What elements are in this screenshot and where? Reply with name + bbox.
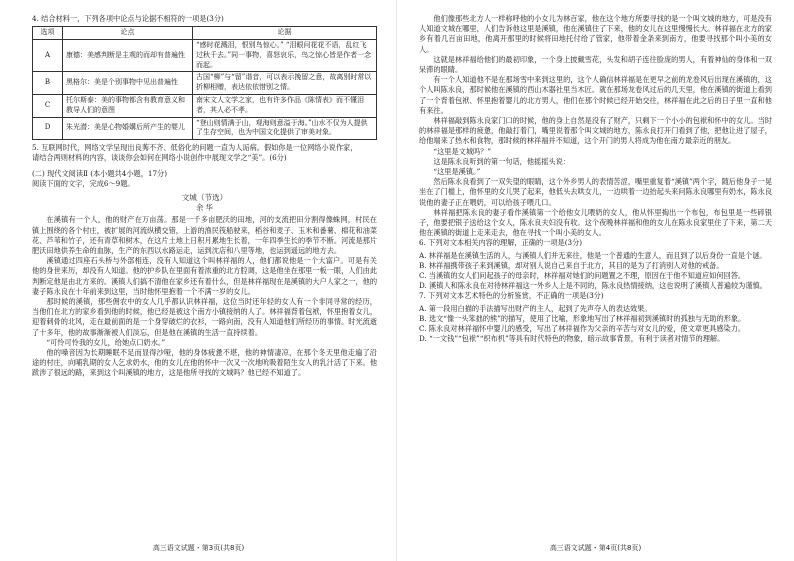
question-7-title: 7. 下列对文本艺术特色的分析鉴赏，不正确的一项是(3分) (419, 291, 604, 301)
question-6-option-d: D. 溪镇人和陈永良在对待林祥福这一外乡人上是不同的，陈永良热情接纳，这也说明了溪镇人普遍较为谨慎。 (419, 281, 767, 291)
table-cell-point: 托尔斯泰：美的事物都含有教育意义和教导人们的意图 (63, 94, 193, 117)
article-paragraph: 在溪镇有一个人，他的财产在万亩荡。那是一千多亩肥沃的田地，河的支流把田分割得像蛛网，村民在镇上围绕的各个村庄，被扩展的河流纵横交错，上游的渔民筏船驶来，稻谷和麦子、玉米和番薯、棉花和油菜花、芦苇和竹子，还有青草和树木，在这片土地上日积月累地生长着，一年四季生长的季节不断。河流是那片肥沃田地供养生命的血脉，生产的东西以水路运走，运到沈店和八里等地，也运到遥远的地方去。 (32, 215, 378, 255)
table-cell-evidence: “感时花溅泪，恨别鸟惊心。” “泪眼问花花不语，乱红飞过秋千去。”同一事物，喜怒哀乐，鸟之惊心皆是作者一念而起。 (193, 40, 377, 72)
table-header-point: 论点 (63, 27, 193, 40)
article-title: 文城（节选） (181, 192, 228, 202)
table-row (33, 94, 377, 117)
section-instruction: 阅读下面的文字，完成6～9题。 (32, 178, 135, 188)
article-quote: “可怜可怜我的女儿，给她点口奶水。” (46, 337, 166, 347)
article-quote: “这里是溪镇。” (433, 167, 481, 177)
page-footer: 高三语文试题・第3页(共8页) (152, 543, 245, 552)
article-paragraph: 林祥福把陈永良的妻子看作溪镇第一个给他女儿喂奶的女人，他从怀里掏出一个布包，布包里是一些碎银子，他要把银子送给这个女人，陈永良夫妇没有收。这个夜晚林祥福和他的女儿在陈永良家里住了下来，第二天他在溪镇的街道上走来走去，他在寻找一个叫小美的女人。 (419, 207, 772, 238)
article-paragraph: 有一个人知道他不是在那场雪中来到这里的，这个人确信林祥福是在更早之前的龙卷风后出现在溪镇的，这个人叫陈永良，那时候他在溪镇的西山木器社里当木匠。就在那场龙卷风过后的几天里，他在溪镇的街道上看到了一个背着包袱、怀里抱着婴儿的北方男人，他们在那个时候已经开始交往，林祥福在此之后的日子里一直和他有来往。 (419, 75, 772, 115)
table-cell-evidence: 南宋文人文学之家，也有许多作品《陈情表》而不懂泪者，其人必不孝。 (193, 94, 377, 117)
article-quote: “这里是文城吗？” (433, 146, 492, 156)
page-footer: 高三语文试题・第4页(共8页) (549, 543, 642, 552)
article-paragraph: 那时候的溪镇，那些佣农中的女人几乎都认识林祥福，这位当时还年轻的女人有一个非同寻常的经历，当他们在北方的家乡看到他的时候，他已经是被这个南方小镇接纳的人了。林祥福背着包袱，怀里抱着女儿，迎着刺骨的北风，走在最前面的是一个身穿破烂的衣衫，一路向南，没有人知道他们所经历的事情。时光流逝了十多年，他的故事渐渐被人们淡忘，但是他在溪镇的生活一直持续着。 (32, 297, 378, 337)
table-header-row (33, 27, 377, 40)
table-header-option: 选项 (33, 27, 63, 40)
table-row (33, 72, 377, 95)
question-6-title: 6. 下列对文本相关内容的理解，正确的一项是(3分) (419, 238, 583, 248)
table-cell-option: C (33, 94, 63, 117)
article-paragraph: 林祥福敲到陈永良家门口的时候，他的身上自然是没有了财产，只剩下一个小小的包袱和怀中的女儿。当时的林祥福是那样的疲惫，他敲打着门，嘴里说着那个叫文城的地方，陈永良打开门看到了他，把他让进了屋子，给他端来了热水和食物，那时候的林祥福并不知道，这个开门的男人将成为他在南方最亲近的朋友。 (419, 116, 772, 146)
question-4-table (32, 26, 377, 140)
table-cell-point: 黑格尔：美是个别事物中见出普遍性 (63, 72, 193, 95)
article-paragraph: 他的嗓音因为长期睡眠不足而显得沙哑，他的身体疲惫不堪，他的神情凄凉，在那个冬天里他走遍了沿途的村庄，向哺乳期的女人乞求奶水，他的女儿在他的怀中一次又一次地吮吸着陌生女人的乳汁活了下来。他跋涉了很远的路，来到这个叫溪镇的地方，这是他所寻找的文城吗？他已经不知道了。 (32, 348, 378, 378)
table-cell-point: 朱光潜：美是心物婚媾后所产生的婴儿 (63, 117, 193, 140)
question-6-option-c: C. 当溪镇的女人们问起孩子的母亲时，林祥福对她们的问题置之不理，原因在于他不知道应如何回答。 (419, 271, 746, 281)
question-5-line: 请结合两则材料的内容，谈谈你会如何在网络小说创作中展现文学之“美”。(6分) (32, 153, 287, 163)
question-7-option-a: A. 第一段用白描的手法描写出财产的主人，起到了先声夺人的表达效果。 (419, 303, 652, 313)
table-cell-option: B (33, 72, 63, 95)
table-cell-option: A (33, 40, 63, 72)
section-heading: (二) 现代文阅读Ⅱ (本小题共4小题，17分) (32, 168, 168, 178)
table-cell-option: D (33, 117, 63, 140)
article-paragraph: 这就是林祥福给他们的最初印象，一个身上披戴雪花，头发和胡子连往脸庞的男人，有着神仙的身体和一双呆滞的眼睛。 (419, 54, 772, 75)
table-cell-evidence: “登山则情满于山，观海则意溢于海。”山水不仅为人提供了生存空间，也为中国文化提供了审美对象。 (193, 117, 377, 140)
article-paragraph: 他们像那些北方人一样称呼他的小女儿为林百家，他在这个地方所要寻找的是一个叫文城的地方，可是没有人知道文城在哪里，人们告诉他这里是溪镇，他在溪镇住了下来，他的女儿在这里慢慢长大。林祥福在北方的家乡有着几百亩田地，他离开那里的时候将田地托付给了管家，他带着金条来到南方，他要寻找那个叫小美的女人。 (419, 14, 772, 54)
question-6-option-b: B. 林祥福携带孩子来到溪镇，却对别人说自己来自于北方，其目的是为了打消别人对他的戒备。 (419, 260, 724, 270)
question-6-option-a: A. 林祥福是在溪镇生活的人，与溪镇人们并无来往，他是一个普通的生意人，而且到了以后身份一直是个谜。 (419, 250, 767, 260)
question-7-option-c: C. 陈永良对林祥福怀中婴儿的感受，写出了林祥福作为父亲的辛苦与对女儿的爱，使文章更具感染力。 (419, 324, 746, 334)
article-author: 余 华 (196, 203, 213, 213)
article-paragraph: 然后陈永良看到了一双失望的眼睛，这个外乡男人的表情苦涩，嘴里重复着“溪镇”两个字，随后他身子一晃坐在了门槛上，他怀里的女儿哭了起来，他低头去哄女儿，一边哄着一边抬起头来问陈永良哪里有奶水，陈永良说他的妻子正在喂奶，可以给孩子喂几口。 (419, 177, 772, 207)
question-5-line: 5. 互联网时代，网络文学呈现出良莠不齐、低俗化的问题一直为人诟病。假如你是一位网络小说作家， (32, 143, 358, 153)
table-cell-point: 康德：美感判断是主观的而却有普遍性 (63, 40, 193, 72)
table-row (33, 40, 377, 72)
question-7-option-d: D. “一文钱”“包袱”“织布机”等具有时代特色的物象，暗示故事背景，有利于读者对情节的理解。 (419, 334, 725, 344)
article-paragraph: 溪镇通过四座石头桥与外部相连，没有人知道这个叫林祥福的人，他们都说他是一个大富户。可是有关他的身世来历，却没有人知道。他的护乡队在里面有着浓重的北方腔调，这是他坐在那里一板一眼，人们由此判断定他是由北方来的。溪镇人们搞不清他在家乡还有着什么，但是林祥福现在是溪镇的大户人家之一，他的妻子陈永良在十年前来到这里，当时他怀里抱着一个不满一岁的女儿。 (32, 256, 378, 296)
table-cell-evidence: 古国“柳”与“留”谐音，可以表示挽留之意，故离别时常以折柳相赠，表达依依惜别之情。 (193, 72, 377, 95)
question-4-title: 4. 结合材料一，下列各项中论点与论据不相符的一项是(3分) (32, 14, 224, 23)
question-7-option-b: B. 选文“像一头笨拙的熊”的描写，使用了比喻，形象地写出了林祥福初到溪镇时的孤独与无助的形象。 (419, 313, 746, 323)
page-right (397, 0, 794, 561)
article-paragraph: 这是陈永良听到的第一句话，他摇摇头说： (433, 156, 570, 166)
table-header-evidence: 论据 (193, 27, 377, 40)
table-row (33, 117, 377, 140)
